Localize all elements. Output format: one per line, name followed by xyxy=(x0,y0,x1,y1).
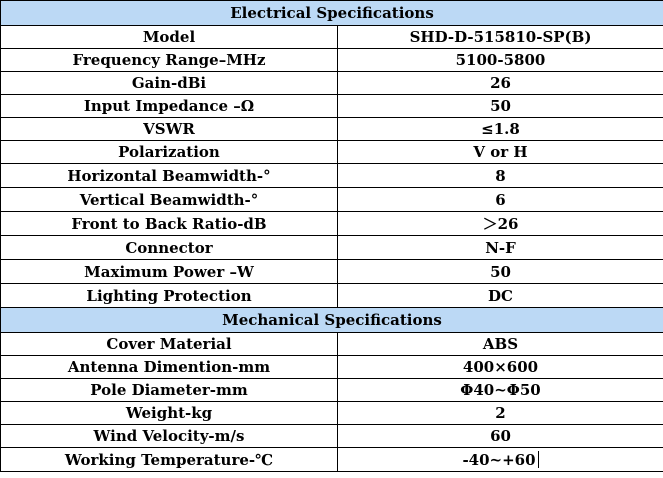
row-label-vswr: VSWR xyxy=(1,118,338,141)
row-label-weight: Weight-kg xyxy=(1,402,338,425)
table-row xyxy=(1,448,663,472)
row-value-weight: 2 xyxy=(338,402,663,425)
row-label-antenna-dimention: Antenna Dimention-mm xyxy=(1,356,338,379)
mechanical-section-header-row xyxy=(1,308,663,333)
row-value-antenna-dimention: 400×600 xyxy=(338,356,663,379)
row-value-horizontal-beamwidth: 8 xyxy=(338,164,663,188)
table-row xyxy=(1,333,663,356)
table-row xyxy=(1,95,663,118)
table-row xyxy=(1,49,663,72)
table-row xyxy=(1,284,663,308)
table-row xyxy=(1,402,663,425)
row-label-lighting-protection: Lighting Protection xyxy=(1,284,338,308)
row-value-maximum-power: 50 xyxy=(338,260,663,284)
table-row xyxy=(1,72,663,95)
row-value-wind-velocity: 60 xyxy=(338,425,663,448)
row-label-frequency-range: Frequency Range–MHz xyxy=(1,49,338,72)
table-row xyxy=(1,236,663,260)
row-value-gain: 26 xyxy=(338,72,663,95)
row-value-front-to-back-ratio: ＞26 xyxy=(338,212,663,236)
row-value-pole-diameter: Φ40~Φ50 xyxy=(338,379,663,402)
row-value-model: SHD-D-515810-SP(B) xyxy=(338,26,663,49)
table-row xyxy=(1,379,663,402)
row-value-vertical-beamwidth: 6 xyxy=(338,188,663,212)
row-value-input-impedance: 50 xyxy=(338,95,663,118)
mechanical-section-header: Mechanical Specifications xyxy=(1,308,663,333)
row-label-working-temperature: Working Temperature-℃ xyxy=(1,448,338,472)
electrical-section-header: Electrical Specifications xyxy=(1,1,663,26)
row-label-maximum-power: Maximum Power –W xyxy=(1,260,338,284)
row-value-polarization: V or H xyxy=(338,141,663,164)
row-label-input-impedance: Input Impedance –Ω xyxy=(1,95,338,118)
row-value-frequency-range: 5100-5800 xyxy=(338,49,663,72)
row-label-connector: Connector xyxy=(1,236,338,260)
table-row xyxy=(1,26,663,49)
row-value-lighting-protection: DC xyxy=(338,284,663,308)
row-label-vertical-beamwidth: Vertical Beamwidth-° xyxy=(1,188,338,212)
table-row xyxy=(1,260,663,284)
table-row xyxy=(1,164,663,188)
electrical-section-header-row xyxy=(1,1,663,26)
row-label-front-to-back-ratio: Front to Back Ratio-dB xyxy=(1,212,338,236)
table-row xyxy=(1,118,663,141)
row-value-connector: N-F xyxy=(338,236,663,260)
table-row xyxy=(1,356,663,379)
table-row xyxy=(1,212,663,236)
row-label-cover-material: Cover Material xyxy=(1,333,338,356)
table-row xyxy=(1,425,663,448)
table-row xyxy=(1,141,663,164)
table-row xyxy=(1,188,663,212)
text-cursor xyxy=(538,451,539,468)
row-label-polarization: Polarization xyxy=(1,141,338,164)
row-label-pole-diameter: Pole Diameter-mm xyxy=(1,379,338,402)
row-label-model: Model xyxy=(1,26,338,49)
row-value-working-temperature: -40~+60 xyxy=(462,450,536,469)
row-value-vswr: ≤1.8 xyxy=(338,118,663,141)
row-label-wind-velocity: Wind Velocity-m/s xyxy=(1,425,338,448)
row-value-cover-material: ABS xyxy=(338,333,663,356)
row-label-horizontal-beamwidth: Horizontal Beamwidth-° xyxy=(1,164,338,188)
row-label-gain: Gain-dBi xyxy=(1,72,338,95)
row-value-working-temperature-cell[interactable] xyxy=(338,448,663,472)
